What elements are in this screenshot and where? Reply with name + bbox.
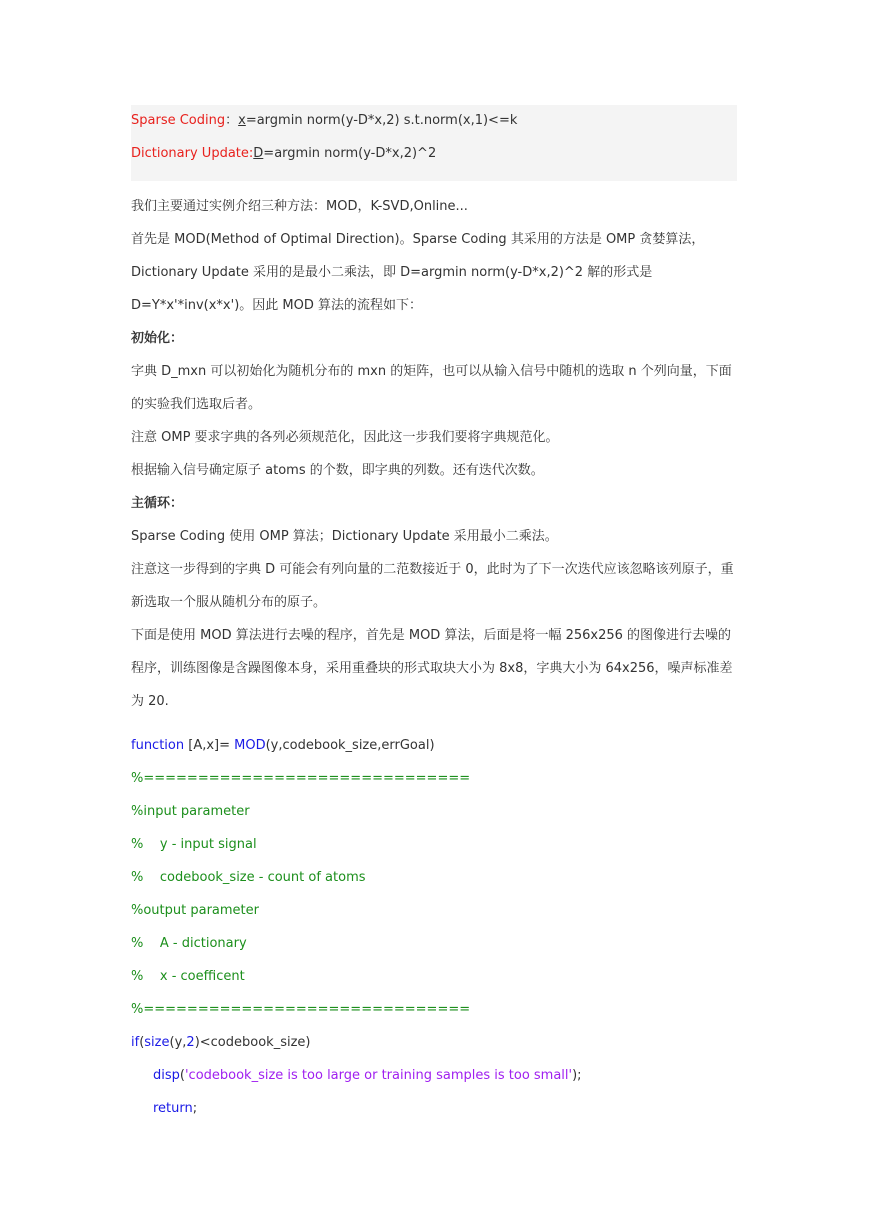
- paragraph-mod-2: Dictionary Update 采用的是最小二乘法，即 D=argmin norm(y-D*x,2)^2 解的形式是: [131, 265, 653, 280]
- code-line-if: if(size(y,2)<codebook_size): [131, 1035, 311, 1050]
- paragraph-mod-1: 首先是 MOD(Method of Optimal Direction)。Sparse Coding 其采用的方法是 OMP 贪婪算法，: [131, 232, 705, 247]
- dict-var: D: [253, 146, 264, 161]
- paragraph-init-2: 的实验我们选取后者。: [131, 397, 262, 412]
- sparse-var: x: [238, 113, 246, 128]
- code-comment-separator-2: %==============================: [131, 1002, 471, 1017]
- paragraph-loop-3: 新选取一个服从随机分布的原子。: [131, 595, 327, 610]
- code-comment-x: % x - coefficent: [131, 969, 245, 984]
- dictionary-update-formula: Dictionary Update:D=argmin norm(y-D*x,2)^2: [131, 146, 437, 161]
- paragraph-init-1: 字典 D_mxn 可以初始化为随机分布的 mxn 的矩阵，也可以从输入信号中随机的选取 n 个列向量，下面: [131, 364, 732, 379]
- paragraph-denoise-1: 下面是使用 MOD 算法进行去噪的程序，首先是 MOD 算法，后面是将一幅 256x256 的图像进行去噪的: [131, 628, 732, 643]
- paragraph-mod-3: D=Y*x'*inv(x*x')。因此 MOD 算法的流程如下：: [131, 298, 422, 313]
- code-line-return: return;: [153, 1101, 198, 1116]
- code-comment-output: %output parameter: [131, 903, 259, 918]
- paragraph-init-4: 根据输入信号确定原子 atoms 的个数，即字典的列数。还有迭代次数。: [131, 463, 544, 478]
- sparse-coding-formula: Sparse Coding：x=argmin norm(y-D*x,2) s.t.norm(x,1)<=k: [131, 113, 518, 128]
- paragraph-loop-2: 注意这一步得到的字典 D 可能会有列向量的二范数接近于 0，此时为了下一次迭代应该忽略该列原子，重: [131, 562, 734, 577]
- code-comment-y: % y - input signal: [131, 837, 257, 852]
- paragraph-init-3: 注意 OMP 要求字典的各列必须规范化，因此这一步我们要将字典规范化。: [131, 430, 559, 445]
- heading-loop: 主循环：: [131, 496, 184, 511]
- heading-init: 初始化：: [131, 331, 184, 346]
- code-comment-a: % A - dictionary: [131, 936, 247, 951]
- code-line-function: function [A,x]= MOD(y,codebook_size,errGoal): [131, 738, 435, 753]
- code-line-disp: disp('codebook_size is too large or training samples is too small');: [153, 1068, 582, 1083]
- code-comment-separator: %==============================: [131, 771, 471, 786]
- paragraph-intro: 我们主要通过实例介绍三种方法：MOD，K-SVD,Online...: [131, 199, 468, 214]
- code-comment-codebook: % codebook_size - count of atoms: [131, 870, 366, 885]
- dictionary-update-label: Dictionary Update:: [131, 146, 254, 161]
- paragraph-loop-1: Sparse Coding 使用 OMP 算法；Dictionary Update 采用最小二乘法。: [131, 529, 558, 544]
- paragraph-denoise-3: 为 20.: [131, 694, 169, 709]
- sparse-coding-label: Sparse Coding: [131, 113, 226, 128]
- paragraph-denoise-2: 程序，训练图像是含躁图像本身，采用重叠块的形式取块大小为 8x8，字典大小为 64x256，噪声标准差: [131, 661, 733, 676]
- code-comment-input: %input parameter: [131, 804, 250, 819]
